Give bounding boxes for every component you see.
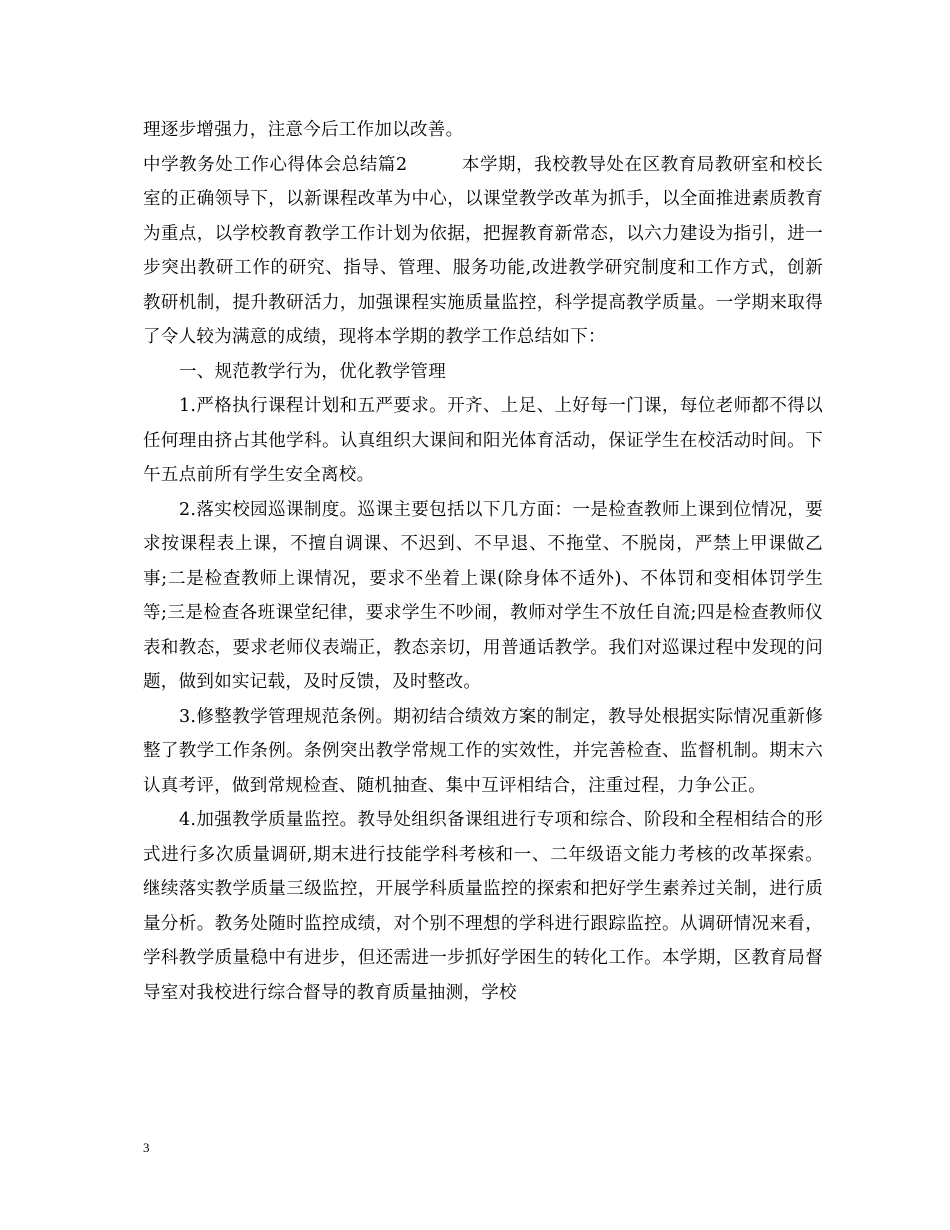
paragraph-item-1: 1.严格执行课程计划和五严要求。开齐、上足、上好每一门课，每位老师都不得以任何理由挤占其他学科。认真组织大课间和阳光体育活动，保证学生在校活动时间。下午五点前所有学生安全离校。 bbox=[143, 396, 823, 485]
paragraph-item-2: 2.落实校园巡课制度。巡课主要包括以下几方面：一是检查教师上课到位情况，要求按课程表上课，不擅自调课、不迟到、不早退、不拖堂、不脱岗，严禁上甲课做乙事;二是检查教师上课情况，要求不坐着上课(除身体不适外)、不体罚和变相体罚学生等;三是检查各班课堂纪律，要求学生不吵闹，教师对学生不放任自流;四是检查教师仪表和教态，要求老师仪表端正，教态亲切，用普通话教学。我们对巡课过程中发现的问题，做到如实记载，及时反馈，及时整改。 bbox=[143, 499, 823, 692]
paragraph-item-3: 3.修整教学管理规范条例。期初结合绩效方案的制定，教导处根据实际情况重新修整了教学工作条例。条例突出教学常规工作的实效性，并完善检查、监督机制。期末六认真考评，做到常规检查、随机抽查、集中互评相结合，注重过程，力争公正。 bbox=[143, 706, 823, 796]
paragraph-section-title-intro: 中学教务处工作心得体会总结篇2 本学期，我校教导处在区教育局教研室和校长室的正确领导下，以新课程改革为中心，以课堂教学改革为抓手，以全面推进素质教育为重点，以学校教育教学工作计划为依据，把握教育新常态，以六力建设为指引，进一步突出教研工作的研究、指导、管理、服务功能,改进教学研究制度和工作方式，创新教研机制，提升教研活力，加强课程实施质量监控，科学提高教学质量。一学期来取得了令人较为满意的成绩，现将本学期的教学工作总结如下： bbox=[143, 154, 823, 347]
paragraph-item-4: 4.加强教学质量监控。教导处组织备课组进行专项和综合、阶段和全程相结合的形式进行多次质量调研,期末进行技能学科考核和一、二年级语文能力考核的改革探索。继续落实教学质量三级监控，开展学科质量监控的探索和把好学生素养过关制，进行质量分析。教务处随时监控成绩，对个别不理想的学科进行跟踪监控。从调研情况来看，学科教学质量稳中有进步，但还需进一步抓好学困生的转化工作。本学期，区教育局督导室对我校进行综合督导的教育质量抽测，学校 bbox=[143, 810, 823, 1003]
document-body bbox=[143, 113, 823, 1010]
paragraph-continuation: 理逐步增强力，注意今后工作加以改善。 bbox=[143, 120, 464, 140]
page-number: 3 bbox=[143, 1140, 150, 1155]
paragraph-heading-one: 一、规范教学行为，优化教学管理 bbox=[179, 361, 446, 382]
